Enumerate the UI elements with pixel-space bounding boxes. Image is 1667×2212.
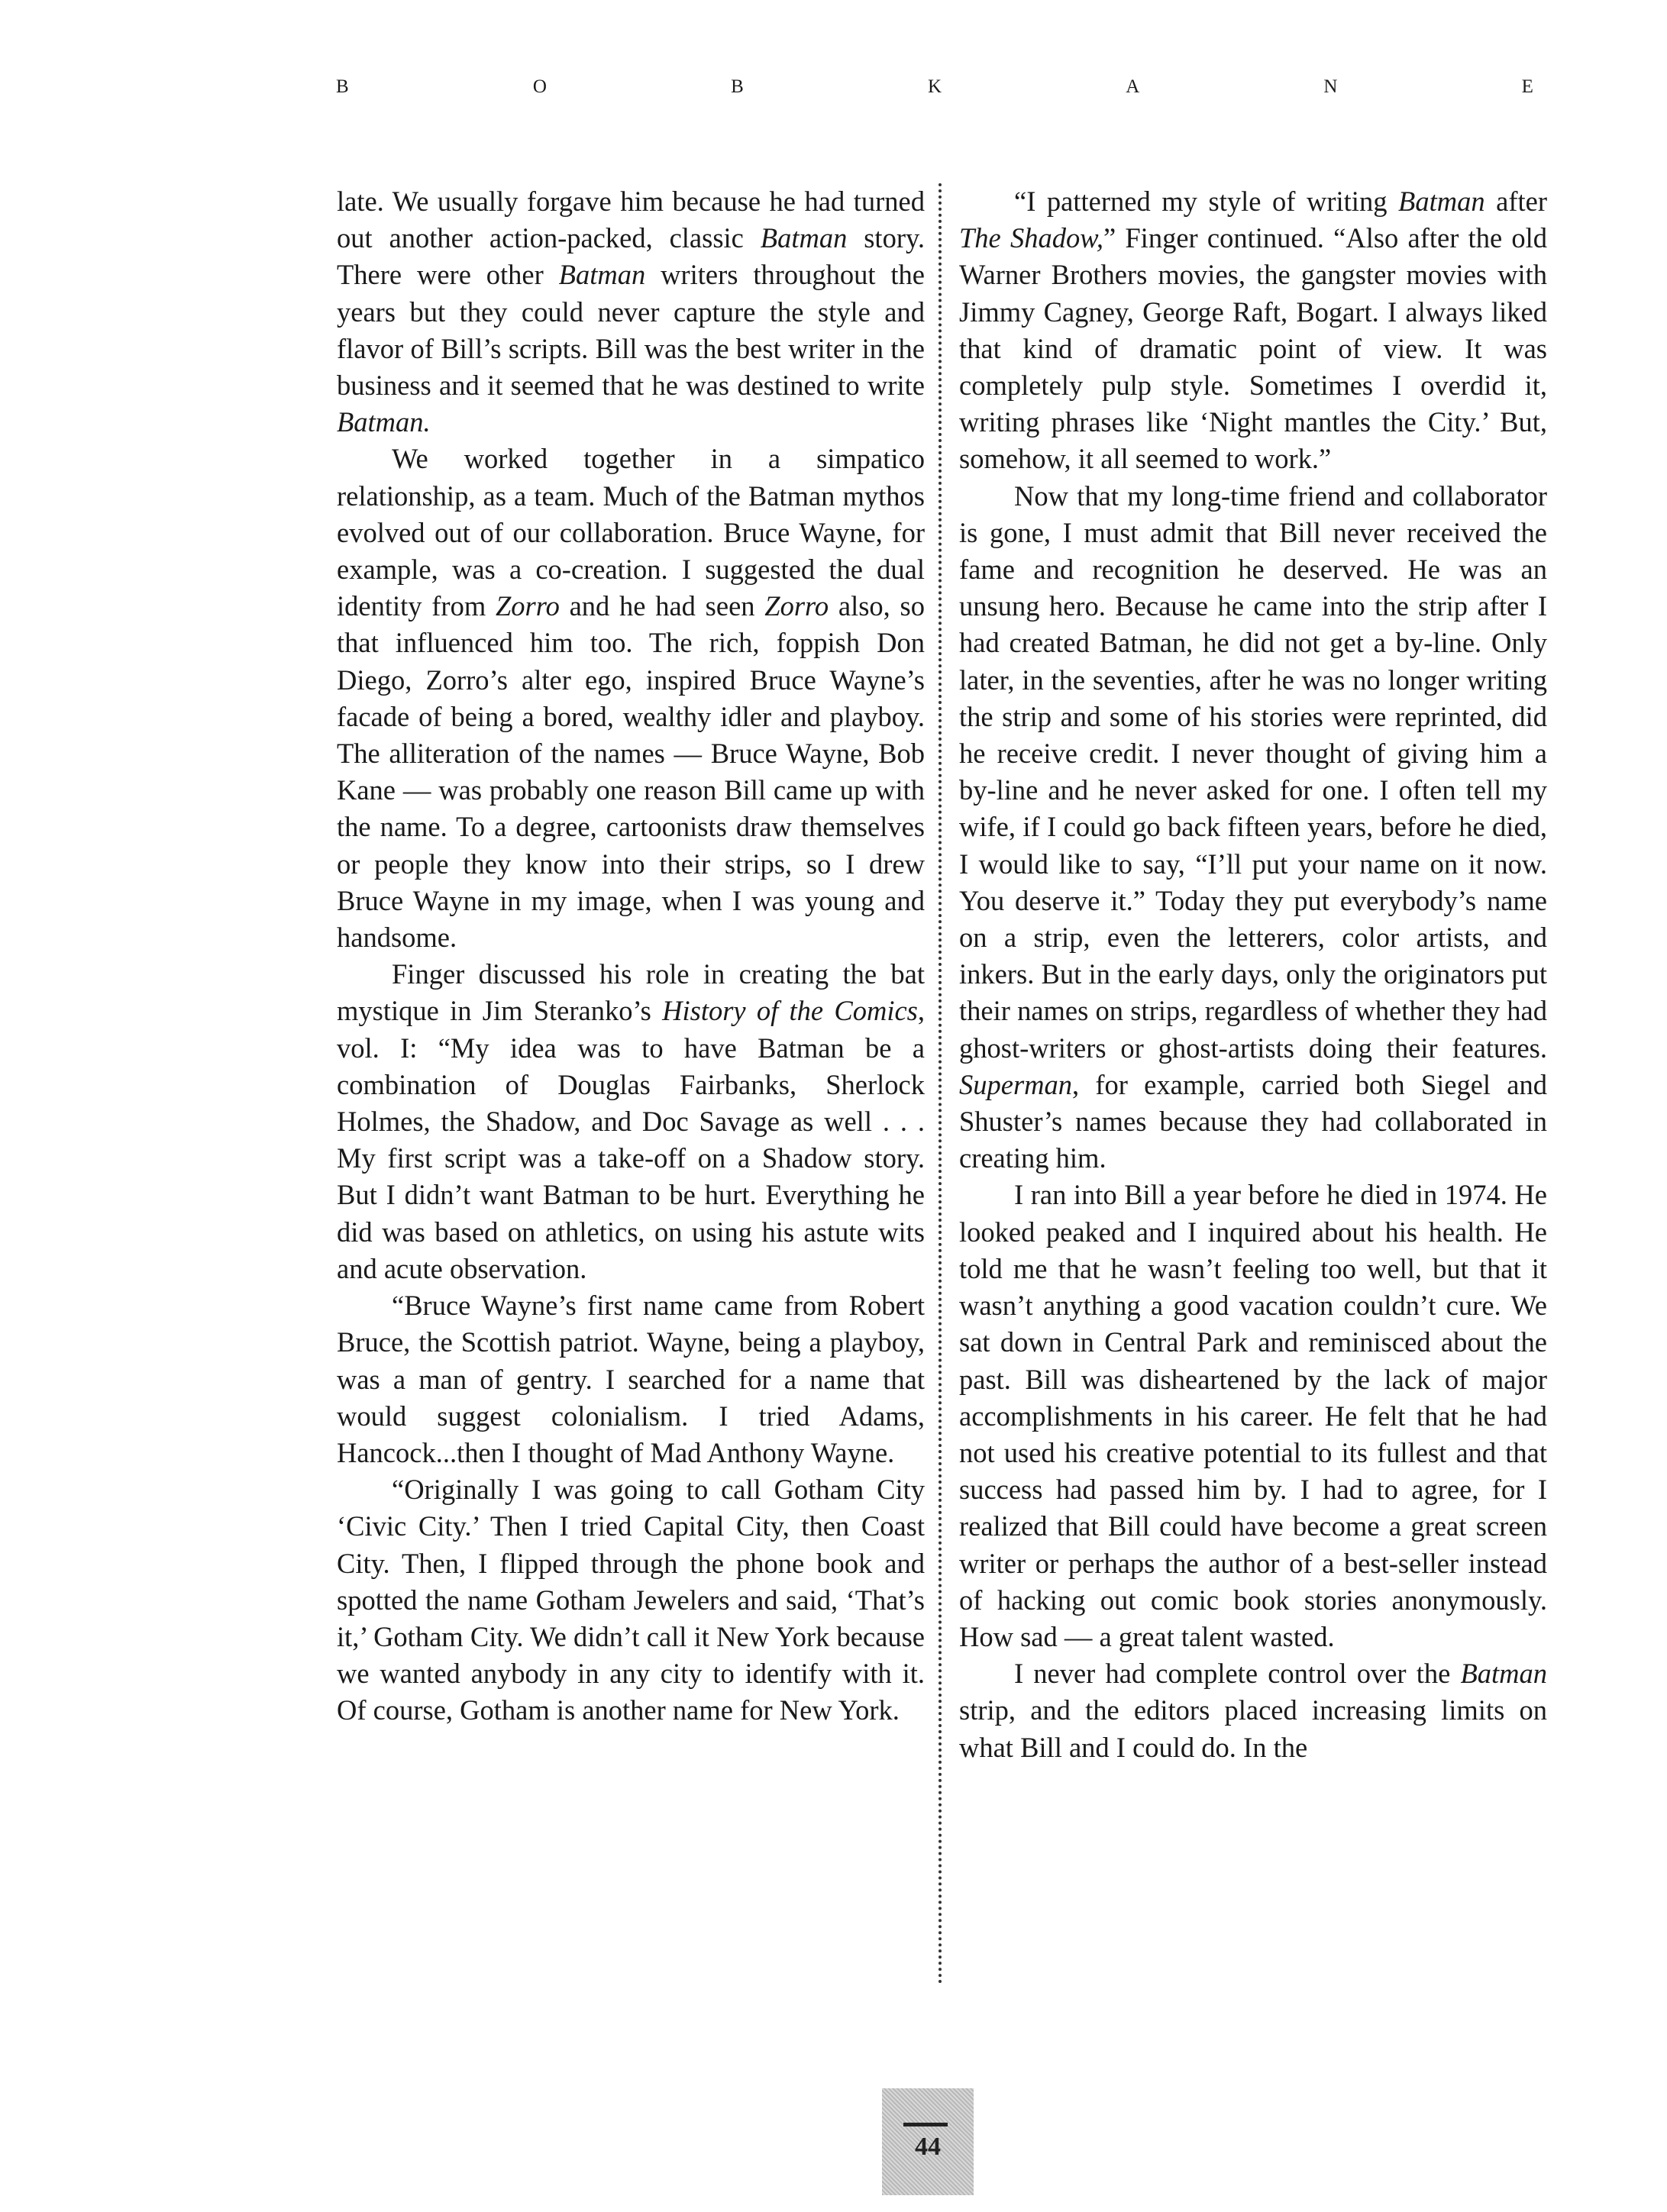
header-letter: E — [1521, 76, 1535, 97]
page-number: 44 — [915, 2133, 941, 2161]
running-header — [336, 76, 1535, 98]
header-letter: B — [336, 76, 351, 97]
paragraph: “Bruce Wayne’s first name came from Robert Bruce, the Scottish patriot. Wayne, being a playboy, was a man of gentry. I searched for a name that would suggest colonialism. I tried Adams, Hancock...then I thought of Mad Anthony Wayne. — [337, 1290, 925, 1468]
page-number-box — [882, 2088, 974, 2195]
right-text-column — [959, 183, 1547, 1766]
header-letter: B — [731, 76, 745, 97]
left-text-column — [337, 183, 925, 1729]
paragraph: Finger discussed his role in creating the bat mystique in Jim Steranko’s History of the Comics, vol. I: “My idea was to have Batman be a combination of Douglas Fairbanks, Sherlock Holmes, the Shadow, and Doc Savage as well . . . My first script was a take-off on a Shadow story. But I didn’t want Batman to be hurt. Everything he did was based on athletics, on using his astute wits and acute observation. — [337, 958, 926, 1284]
column-divider — [938, 183, 942, 1985]
page-number-rule — [903, 2123, 948, 2126]
paragraph: I never had complete control over the Batman strip, and the editors placed increasing limits on what Bill and I could do. In the — [959, 1658, 1547, 1763]
header-letter: A — [1126, 76, 1142, 97]
paragraph: We worked together in a simpatico relationship, as a team. Much of the Batman mythos evolved out of our collaboration. Bruce Wayne, for example, was a co-creation. I suggested the dual identity from Zorro and he had seen Zorro also, so that influenced him too. The rich, foppish Don Diego, Zorro’s alter ego, inspired Bruce Wayne’s facade of being a bored, wealthy idler and playboy. The alliteration of the names — Bruce Wayne, Bob Kane — was probably one reason Bill came up with the name. To a degree, cartoonists draw themselves or people they know into their strips, so I drew Bruce Wayne in my image, when I was young and handsome. — [337, 443, 926, 954]
paragraph: late. We usually forgave him because he had turned out another action-packed, classic Batman story. There were other Batman writers throughout the years but they could never capture the style and flavor of Bill’s scripts. Bill was the best writer in the business and it seemed that he was destined to write Batman. — [337, 186, 926, 438]
header-letter: N — [1323, 76, 1339, 97]
paragraph: “I patterned my style of writing Batman after The Shadow,” Finger continued. “Also after the old Warner Brothers movies, the gangster movies with Jimmy Cagney, George Raft, Bogart. I always liked that kind of dramatic point of view. It was completely pulp style. Sometimes I overdid it, writing phrases like ‘Night mantles the City.’ But, somehow, it all seemed to work.” — [959, 186, 1548, 475]
header-letter: K — [927, 76, 944, 97]
paragraph: Now that my long-time friend and collaborator is gone, I must admit that Bill never received the fame and recognition he deserved. He was an unsung hero. Because he came into the strip after I had created Batman, he did not get a by-line. Only later, in the seventies, after he was no longer writing the strip and some of his stories were reprinted, did he receive credit. I never thought of giving him a by-line and he never asked for one. I often tell my wife, if I could go back fifteen years, before he died, I would like to say, “I’ll put your name on it now. You deserve it.” Today they put everybody’s name on a strip, even the letterers, color artists, and inkers. But in the early days, only the originators put their names on strips, regardless of whether they had ghost-writers or ghost-artists doing their features. Superman, for example, carried both Siegel and Shuster’s names because they had collaborated in creating him. — [959, 480, 1547, 1174]
paragraph: I ran into Bill a year before he died in 1974. He looked peaked and I inquired about his health. He told me that he wasn’t feeling too well, but that it wasn’t anything a good vacation couldn’t cure. We sat down in Central Park and reminisced about the past. Bill was disheartened by the lack of major accomplishments in his career. He felt that he had not used his creative potential to its fullest and that success had passed him by. I had to agree, for I realized that Bill could have become a great screen writer or perhaps the author of a best-seller instead of hacking out comic book stories anonymously. How sad — a great talent wasted. — [959, 1179, 1547, 1652]
paragraph: “Originally I was going to call Gotham City ‘Civic City.’ Then I tried Capital City, then Coast City. Then, I flipped through the phone book and spotted the name Gotham Jewelers and said, ‘That’s it,’ Gotham City. We didn’t call it New York because we wanted anybody in any city to identify with it. Of course, Gotham is another name for New York. — [337, 1474, 925, 1726]
header-letter: O — [532, 76, 548, 97]
